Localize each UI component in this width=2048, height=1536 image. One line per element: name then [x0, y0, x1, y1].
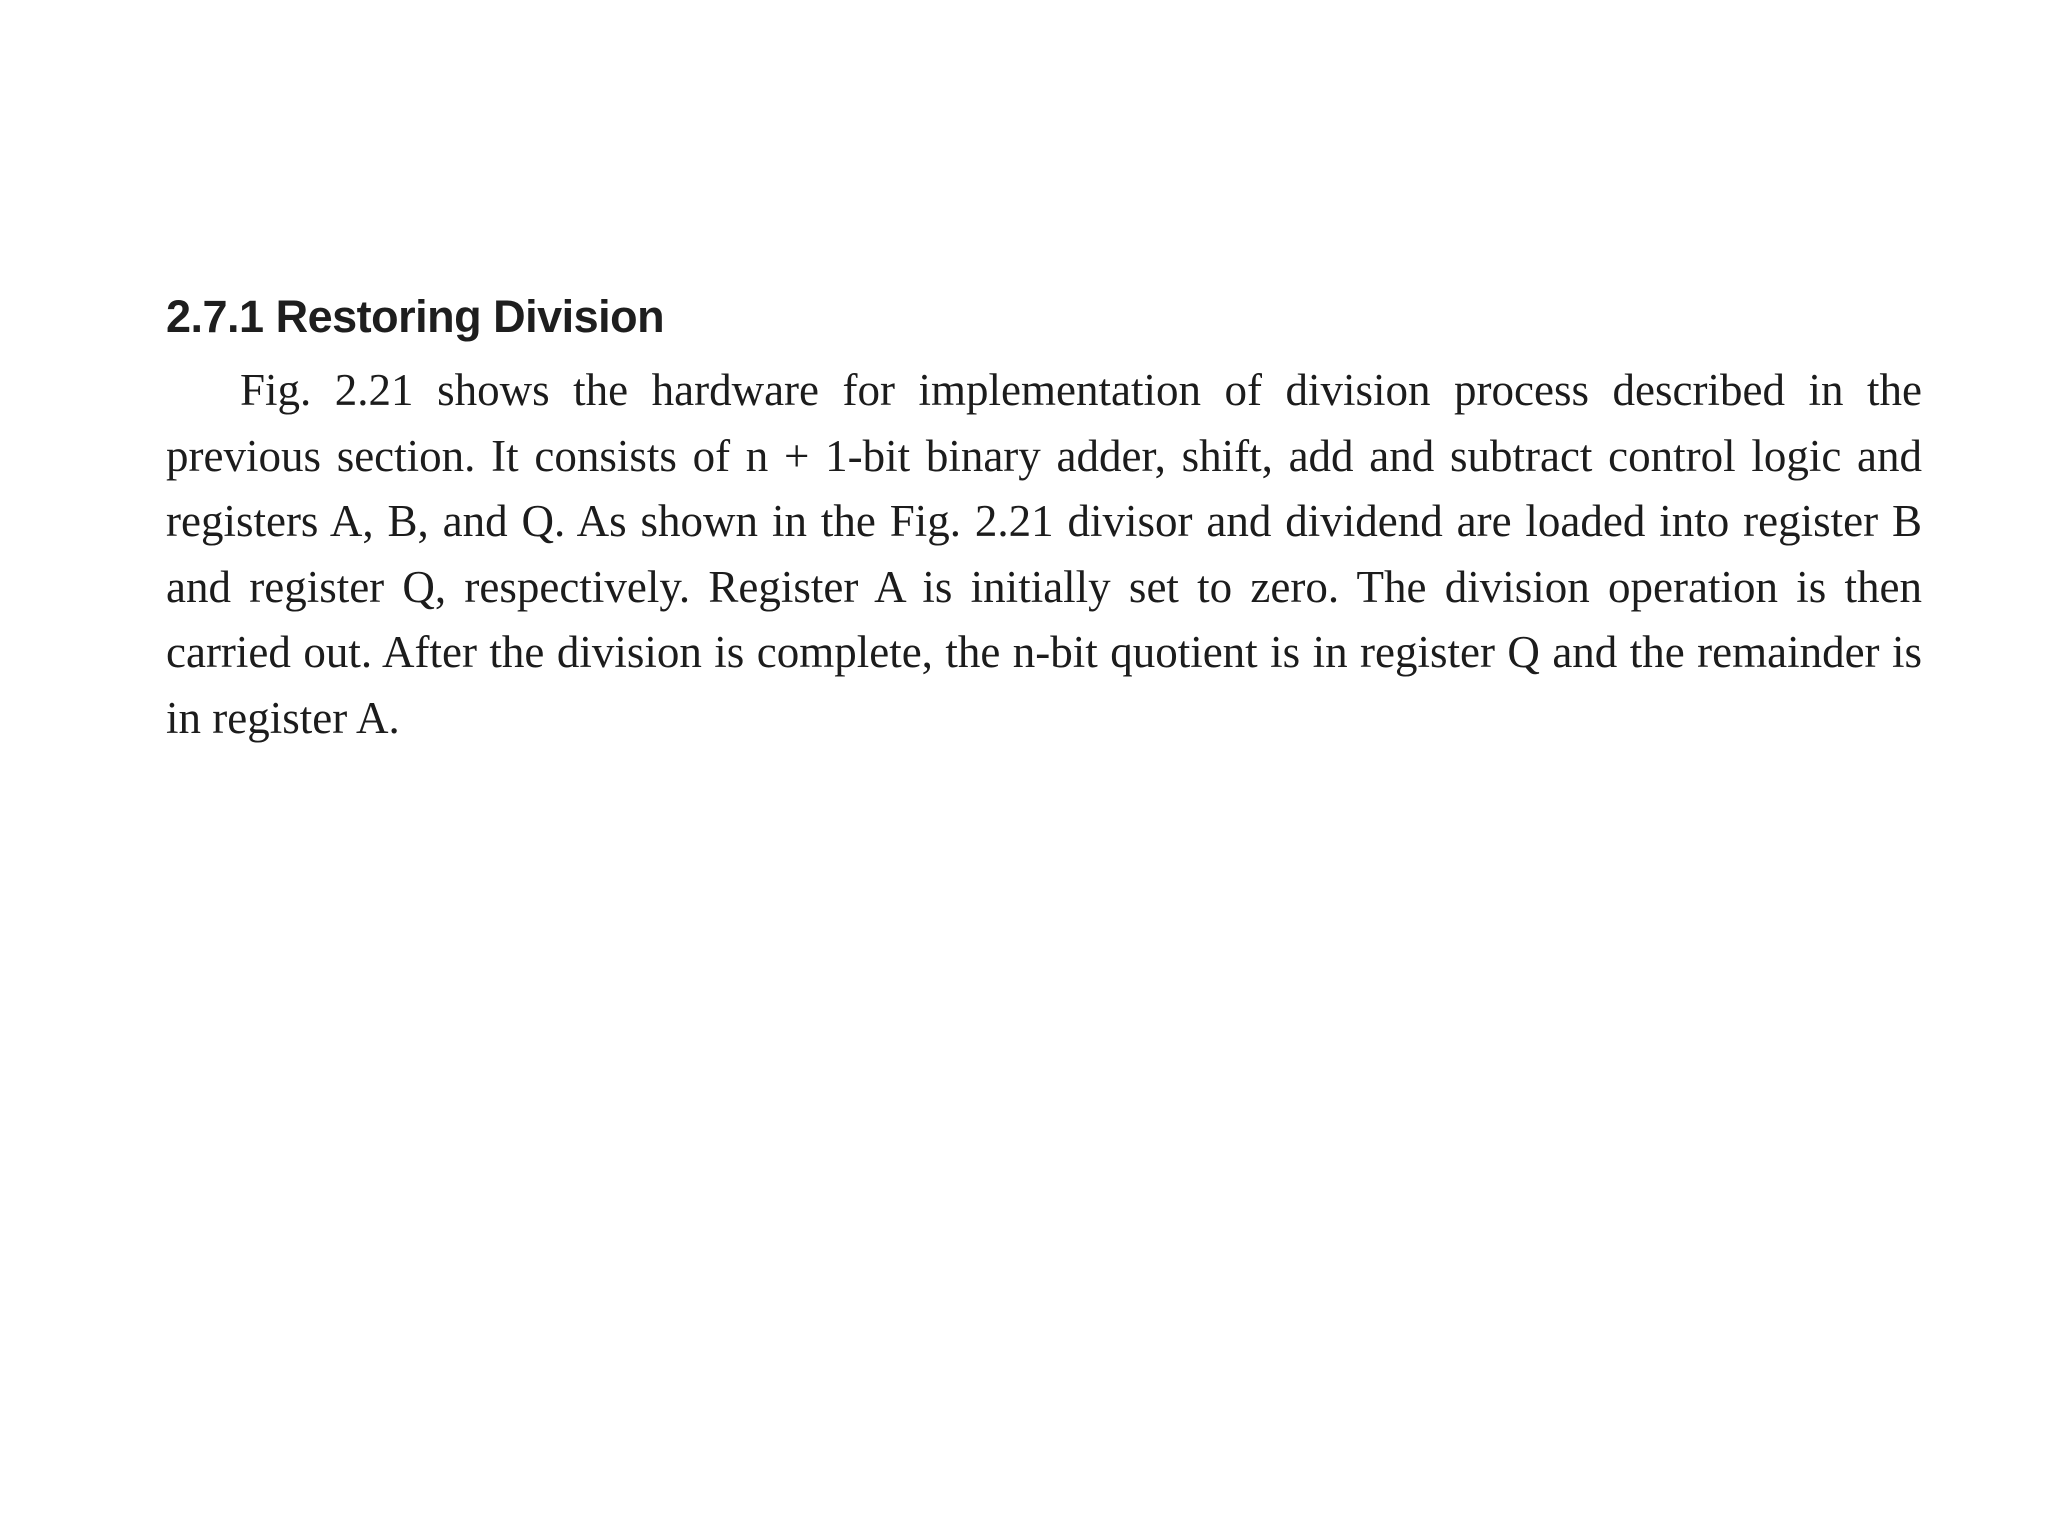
section-restoring-division	[166, 288, 1922, 751]
section-paragraph: Fig. 2.21 shows the hardware for implementation of division process described in the previous section. It consists of n + 1-bit binary adder, shift, add and subtract control logic and registers A, B, and Q. As shown in the Fig. 2.21 divisor and dividend are loaded into register B and register Q, respectively. Register A is initially set to zero. The division operation is then carried out. After the division is complete, the n-bit quotient is in register Q and the remainder is in register A.	[166, 365, 1922, 743]
section-heading: 2.7.1 Restoring Division	[166, 291, 665, 342]
